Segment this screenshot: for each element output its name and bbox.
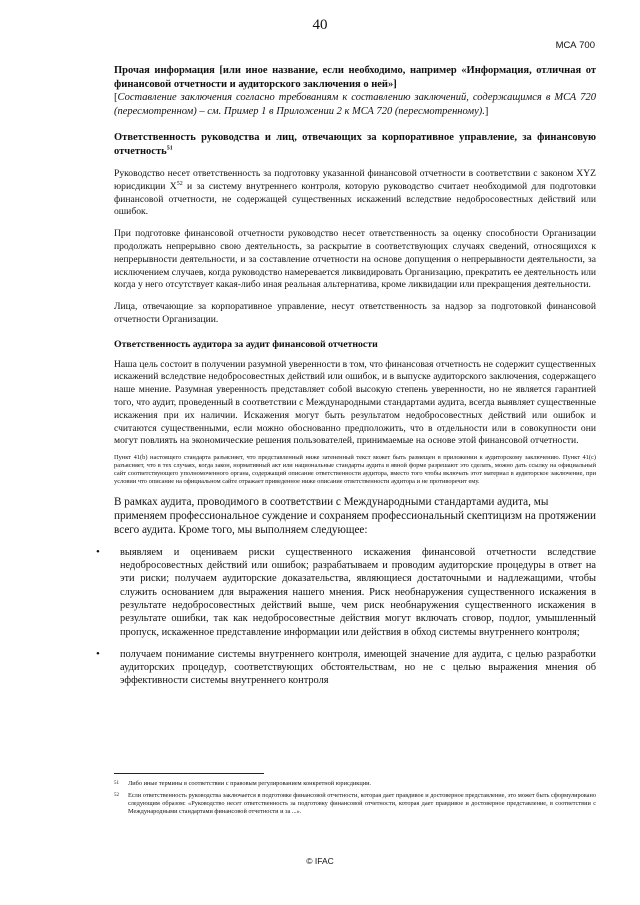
mgmt-paragraph-1: Руководство несет ответственность за подготовку указанной финансовой отчетности в соответствии с законом XYZ юрисдикции $X^{52}$ и за систему внутреннего контроля, которую руководство считает необходимой для подготовки финансовой отчетности, не содержащей существенных искажений вследствие недобросовестных действий или ошибок.: [114, 168, 597, 218]
procedure-list: [96, 545, 596, 688]
footnote: 52 Если ответственность руководства заключается в подготовке финансовой отчетности, которая дает правдивое и достоверное представление, это может быть сформулировано следующим образом: «Руководство несет ответственность за подготовку финансовой отчетности, которая дает правдивое и достоверное представление, в соответствии с Международными стандартами финансовой отчетности и за ...».: [114, 792, 596, 815]
mgmt-paragraph-3: Лица, отвечающие за корпоративное управление, несут ответственность за надзор за подготовкой финансовой отчетности Организации.: [114, 301, 596, 325]
other-info-heading: Прочая информация [или иное название, если необходимо, например «Информация, отличная от финансовой отчетности и аудиторского заключения о ней»]: [114, 65, 596, 90]
footnotes: [114, 780, 596, 820]
auditor-paragraph-1: Наша цель состоит в получении разумной уверенности в том, что финансовая отчетность не содержит существенных искажений вследствие недобросовестных действий или ошибок, и в выпуске аудиторского заключения, содержащего наше мнение. Разумная уверенность представляет собой высокую степень уверенности, но не является гарантией того, что аудит, проведенный в соответствии с Международными стандартами аудита, всегда выявляет существенные искажения при их наличии. Искажения могут быть результатом недобросовестных действий или ошибок и считаются существенными, если можно обоснованно предположить, что в отдельности или в совокупности они могут повлиять на экономические решения пользователей, принимаемые на основе этой финансовой отчетности.: [114, 358, 596, 447]
bullet-icon: •: [96, 647, 100, 660]
footnote-number: 52: [114, 793, 119, 798]
footnote-number: 51: [114, 781, 119, 786]
mgmt-paragraph-2: При подготовке финансовой отчетности руководство несет ответственность за оценку способности Организации продолжать непрерывно свою деятельность, за раскрытие в соответствующих случаях сведений, относящихся к непрерывности деятельности, и за составление отчетности на основе допущения о непрерывности деятельности, за исключением случаев, когда руководство намеревается ликвидировать Организацию, прекратить ее деятельность или когда у него отсутствует какая-либо иная реальная альтернатива, кроме ликвидации или прекращения деятельности.: [114, 228, 596, 291]
footnote-divider: [114, 773, 264, 774]
footnote: 51 Либо иные термины в соответствии с правовым регулированием конкретной юрисдикции.: [114, 780, 372, 787]
footnote-ref-51[interactable]: 51: [166, 145, 173, 151]
main-content: [96, 64, 597, 697]
footnote-ref-52[interactable]: 52: [176, 180, 183, 187]
standard-label: МСА 700: [555, 40, 595, 51]
auditor-heading: Ответственность аудитора за аудит финансовой отчетности: [114, 338, 378, 350]
shaded-text-note: Пункт 41(b) настоящего стандарта разъясняет, что представленный ниже затененный текст может быть размещен в приложении к аудиторскому заключению. Пункт 41(c) разъясняет, что в тех случаях, когда закон, нормативный акт или национальные стандарты аудита в явной форме разрешают это сделать, можно дать ссылку на официальный сайт соответствующего уполномоченного органа, содержащий описание ответственности аудитора, вместо того чтобы включать этот материал в аудиторское заключение, при условии что описание на официальном сайте отражает приведенное ниже описание ответственности аудитора и не противоречит ему.: [114, 454, 596, 486]
list-item: • получаем понимание системы внутреннего контроля, имеющей значение для аудита, с целью разработки аудиторских процедур, соответствующих обстоятельствам, но не с целью выражения мнения об эффективности системы внутреннего контроля: [96, 647, 596, 687]
bullet-icon: •: [96, 545, 100, 558]
isa-paragraph: В рамках аудита, проводимого в соответствии с Международными стандартами аудита, мы применяем профессиональное суждение и сохраняем профессиональный скептицизм на протяжении всего аудита. Кроме того, мы выполняем следующее:: [114, 495, 597, 537]
copyright-footer: © IFAC: [306, 856, 334, 866]
mgmt-heading: Ответственность руководства и лиц, отвечающих за корпоративное управление, за финансовую отчетность$^{51}$: [114, 132, 596, 157]
other-info-hint: [Составление заключения согласно требованиям к составлению заключений, содержащимся в МСА 720 (пересмотренном) – см. Пример 1 в Приложении 2 к МСА 720 (пересмотренному).]: [114, 92, 596, 117]
page-number: 40: [312, 17, 328, 33]
list-item: • выявляем и оцениваем риски существенного искажения финансовой отчетности вследствие недобросовестных действий или ошибок; разрабатываем и проводим аудиторские процедуры в ответ на эти риски; получаем аудиторские доказательства, являющиеся достаточными и надлежащими, чтобы служить основанием для выражения нашего мнения. Риск необнаружения существенного искажения в результате недобросовестных действий выше, чем риск необнаружения существенного искажения в результате ошибки, так как недобросовестные действия могут включать сговор, подлог, умышленный пропуск, искаженное представление информации или действия в обход системы внутреннего контроля;: [96, 545, 596, 638]
